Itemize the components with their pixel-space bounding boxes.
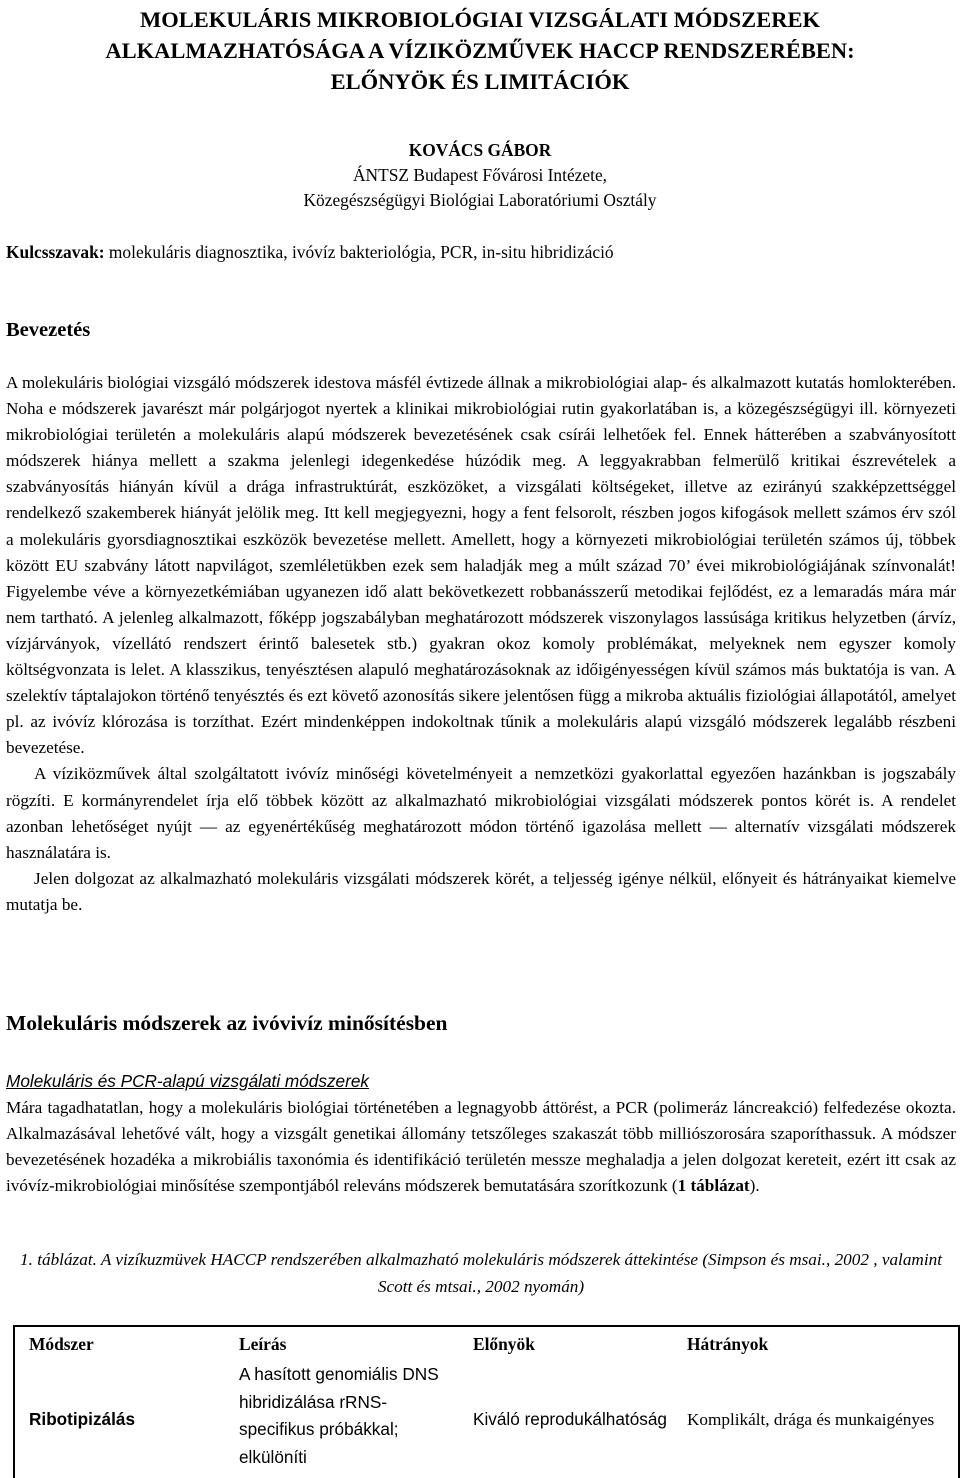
header-description: Leírás — [239, 1333, 287, 1354]
cell-disadvantages: Komplikált, drága és munkaigényes — [687, 1410, 935, 1429]
intro-paragraph-2: A víziközművek által szolgáltatott ivóvíz minőségi követelményeit a nemzetközi gyakorlattal egyezően hazánkban is jogszabály rögzíti. E kormányrendelet írja elő többek között az alkalmazható mikrobiológiai vizsgálati módszerek pontos körét is. A rendelet azonban lehetőséget nyújt — az egyenértékűség meghatározott módon történő igazolása mellett — alternatív vizsgálati módszerek használatára is. — [6, 764, 956, 862]
section-paragraph-text: Mára tagadhatatlan, hogy a molekuláris biológiai történetében a legnagyobb áttörést, a PCR (polimeráz láncreakció) felfedezése okozta. Alkalmazásával lehetővé vált, hogy a vizsgált genetikai állomány tetszőleges szakaszát több milliószorosára szaporíthassuk. A módszer bevezetésének hozadéka a mikrobiális taxonómia és identifikáció területén messze meghaladja a jelen dolgozat kereteit, ezért itt csak az ivóvíz-mikrobiológiai minősítése szempontjából releváns módszerek bemutatására szorítkozunk ( — [6, 1098, 956, 1196]
cell-method: Ribotipizálás — [29, 1409, 136, 1429]
description-text: A hasított genomiális DNS hibridizálása rRNS-specifikus próbákkal; elkülöníti — [239, 1364, 439, 1467]
header-method: Módszer — [29, 1333, 94, 1354]
intro-paragraph-3: Jelen dolgozat az alkalmazható molekuláris vizsgálati módszerek körét, a teljesség igénye nélkül, előnyeit és hátrányaikat kiemelve mutatja be. — [6, 868, 956, 914]
table-row — [14, 1361, 959, 1478]
paper-title — [60, 4, 900, 97]
author-affiliation-2: Közegészségügyi Biológiai Laboratóriumi Osztály — [303, 190, 657, 210]
header-advantages: Előnyök — [473, 1333, 535, 1354]
section-paragraph-1 — [6, 1095, 956, 1199]
table-reference: 1 táblázat — [677, 1176, 750, 1196]
cell-description — [225, 1361, 459, 1478]
author-block — [0, 138, 960, 213]
intro-paragraph-1: A molekuláris biológiai vizsgáló módszerek idestova másfél évtizede állnak a mikrobiológiai alap- és alkalmazott kutatás homlokterében. Noha e módszerek javarészt már polgárjogot nyertek a klinikai mikrobiológiai rutin gyakorlatában is, a közegészségügyi ill. környezeti mikrobiológiai területén a molekuláris alapú módszerek bevezetésének csak csírái lelhetőek fel. Ennek hátterében a szabványosított módszerek hiánya mellett a szakma jelenlegi idegenkedése húzódik meg. A leggyakrabban felmerülő kritikai észrevételek a szabványosítás hiányán kívül a drága infrastruktúrát, eszközöket, a vizsgálati költségeket, illetve az ezirányú szakképzettséggel rendelkező szakemberek hiányát jelölik meg. Itt kell megjegyezni, hogy a fent felsorolt, részben jogos kifogások mellett számos érv szól a molekuláris gyorsdiagnosztikai eszközök bevezetése mellett. Amellett, hogy a környezeti mikrobiológiai területén számos új, többek között EU szabvány látott napvilágot, szemléletükben ezek sem haladják meg a múlt század 70’ évei mikrobiológiájának színvonalát! Figyelembe véve a környezetkémiában ugyanezen idő alatt bekövetkezett robbanásszerű metodikai fejlődést, ez a lemaradás mára már nem tartható. A jelenleg alkalmazott, főképp jogszabályban meghatározott módszerek viszonylagos lassúsága kritikus helyzetben (árvíz, vízjárványok, vízellátó rendszert érintő balesetek stb.) gyakran okoz komoly problémákat, melyeknek nem egyszer komoly költségvonzata is lelet. A klasszikus, tenyésztésen alapuló meghatározásoknak az időigényességen kívül számos más buktatója is van. A szelektív táptalajokon történő tenyésztés és ezt követő azonosítás sikere jelentősen függ a mikroba aktuális fiziológiai állapotától, amelyet pl. az ivóvíz klórozása is torzíthat. Ezért mindenképpen indokoltnak tűnik a molekuláris alapú vizsgáló módszerek legalább részbeni bevezetése. — [6, 373, 956, 758]
section-paragraph-end: ). — [749, 1176, 760, 1196]
keywords — [6, 242, 614, 263]
title-line-1: MOLEKULÁRIS MIKROBIOLÓGIAI VIZSGÁLATI MÓDSZEREK — [140, 7, 820, 32]
section-body — [6, 1095, 956, 1199]
title-line-3: ELŐNYÖK ÉS LIMITÁCIÓK — [330, 69, 630, 94]
intro-heading: Bevezetés — [6, 319, 91, 341]
table-header-row — [14, 1326, 959, 1361]
section-heading: Molekuláris módszerek az ivóvivíz minősítésben — [6, 1011, 448, 1035]
title-line-2: ALKALMAZHATÓSÁGA A VÍZIKÖZMŰVEK HACCP RENDSZERÉBEN: — [105, 38, 855, 63]
intro-body — [6, 370, 956, 918]
header-disadvantages: Hátrányok — [687, 1333, 769, 1354]
keywords-text: molekuláris diagnosztika, ivóvíz bakteriológia, PCR, in-situ hibridizáció — [104, 242, 614, 262]
cell-advantages: Kiváló reprodukálhatóság — [473, 1409, 667, 1429]
methods-table — [13, 1325, 960, 1478]
author-name: KOVÁCS GÁBOR — [408, 140, 552, 160]
keywords-label: Kulcsszavak: — [6, 242, 105, 262]
table-caption: 1. táblázat. A vizíkuzmüvek HACCP rendszerében alkalmazható molekuláris módszerek áttekintése (Simpson és msai., 2002 , valamint Scott és mtsai., 2002 nyomán) — [20, 1250, 942, 1296]
section-subheading: Molekuláris és PCR-alapú vizsgálati módszerek — [6, 1071, 369, 1091]
author-affiliation-1: ÁNTSZ Budapest Fővárosi Intézete, — [352, 165, 608, 185]
